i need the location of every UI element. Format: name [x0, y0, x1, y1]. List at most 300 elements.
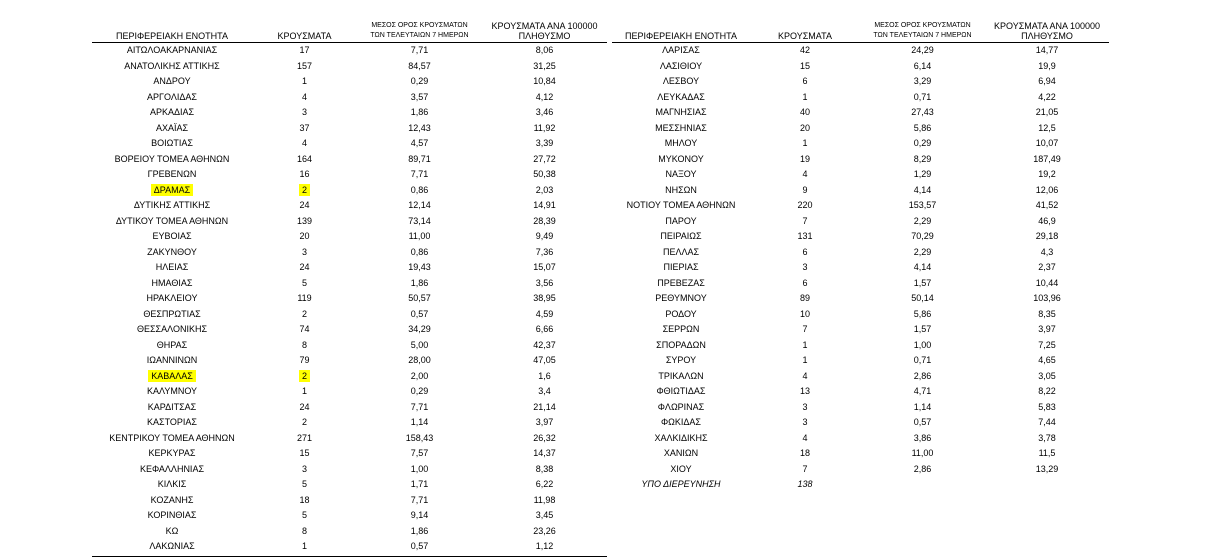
cell-region-text: ΦΛΩΡΙΝΑΣ — [657, 401, 705, 412]
cell-cases-text: 24 — [299, 262, 310, 272]
cell-cases-text: 40 — [799, 107, 810, 117]
table-row — [612, 400, 1109, 416]
cell-avg7-text: 2,29 — [913, 215, 932, 226]
table-row — [612, 431, 1109, 447]
cell-region — [92, 493, 252, 509]
table-row — [612, 384, 1109, 400]
cell-avg7-text: 0,29 — [410, 76, 429, 86]
cell-cases — [252, 198, 357, 214]
cell-avg7 — [357, 477, 482, 493]
cell-avg7-text: 7,57 — [410, 448, 429, 458]
cell-region — [92, 260, 252, 276]
table-row — [92, 59, 607, 75]
cell-region-text: ΛΑΡΙΣΑΣ — [662, 45, 700, 55]
cell-region-text: ΑΙΤΩΛΟΑΚΑΡΝΑΝΙΑΣ — [126, 45, 218, 55]
cell-avg7-text: 4,71 — [913, 386, 932, 396]
cell-cases — [750, 415, 860, 431]
cell-avg7-text: 3,57 — [410, 91, 429, 102]
cell-per100k — [482, 43, 607, 59]
cell-per100k-text: 38,95 — [533, 293, 556, 303]
cell-cases — [252, 369, 357, 385]
cell-cases — [750, 322, 860, 338]
cell-per100k-text: 3,39 — [535, 138, 554, 148]
cell-per100k-text: 10,44 — [1035, 277, 1059, 288]
cell-avg7 — [860, 136, 985, 152]
cell-cases-text: 8 — [301, 525, 307, 536]
cell-avg7 — [357, 415, 482, 431]
cell-per100k — [482, 136, 607, 152]
cell-region-text: ΡΟΔΟΥ — [665, 308, 697, 319]
table-row — [92, 431, 607, 447]
cell-per100k — [482, 276, 607, 292]
cell-avg7 — [357, 291, 482, 307]
cell-cases — [750, 462, 860, 478]
cell-cases-text: 79 — [299, 355, 310, 365]
cell-region — [612, 214, 750, 230]
cell-per100k-text: 1,12 — [535, 541, 554, 551]
cell-region-text: ΜΑΓΝΗΣΙΑΣ — [655, 107, 707, 117]
table-row — [612, 198, 1109, 214]
cell-cases — [750, 477, 860, 493]
cell-cases-text: 5 — [301, 479, 307, 489]
cell-per100k — [482, 508, 607, 524]
cell-cases-text: 6 — [802, 76, 808, 86]
cell-region — [92, 353, 252, 369]
cell-cases — [252, 384, 357, 400]
cell-avg7 — [860, 477, 985, 493]
cell-per100k-text: 3,05 — [1038, 370, 1056, 381]
cell-avg7 — [860, 198, 985, 214]
cell-cases-text: 271 — [296, 432, 313, 443]
cell-per100k-text: 11,92 — [533, 122, 556, 133]
cell-avg7-text: 27,43 — [911, 107, 934, 117]
cell-cases — [252, 415, 357, 431]
cases-table-right — [612, 16, 1109, 493]
cell-per100k-text: 3,45 — [535, 510, 554, 520]
cell-cases-text: 5 — [301, 277, 307, 288]
cell-region-text: ΑΝΔΡΟΥ — [153, 76, 191, 86]
cell-region-text: ΗΜΑΘΙΑΣ — [151, 277, 193, 288]
cell-cases-text: 3 — [301, 463, 307, 474]
cell-region-text: ΠΑΡΟΥ — [665, 215, 697, 226]
table-row — [612, 167, 1109, 183]
cell-region-text: ΣΥΡΟΥ — [665, 355, 697, 365]
cell-per100k — [985, 291, 1109, 307]
table-row — [612, 183, 1109, 199]
cell-cases — [252, 431, 357, 447]
table-row — [92, 400, 607, 416]
cell-per100k — [482, 477, 607, 493]
cell-region — [92, 539, 252, 555]
cell-region — [92, 524, 252, 540]
cell-cases — [750, 400, 860, 416]
cell-avg7 — [357, 384, 482, 400]
cell-avg7 — [357, 136, 482, 152]
cell-region — [92, 415, 252, 431]
cell-region-text: ΠΡΕΒΕΖΑΣ — [657, 277, 705, 288]
cell-region — [612, 338, 750, 354]
cell-per100k-text: 19,9 — [1038, 60, 1056, 71]
cell-per100k — [482, 121, 607, 137]
cell-region — [612, 384, 750, 400]
cell-per100k-text: 21,14 — [533, 401, 556, 412]
cell-avg7 — [860, 43, 985, 59]
cell-region — [612, 167, 750, 183]
cell-avg7-text: 3,86 — [913, 432, 932, 443]
cell-cases-text: 10 — [799, 308, 810, 319]
cell-avg7-text: 1,00 — [410, 463, 429, 474]
table-row — [92, 493, 607, 509]
cell-avg7-text: 1,14 — [410, 417, 429, 427]
cell-per100k-text: 29,18 — [1035, 231, 1059, 241]
cell-region — [612, 105, 750, 121]
cell-avg7-text: 1,00 — [913, 339, 932, 350]
cell-per100k — [482, 90, 607, 106]
header-per100k: ΚΡΟΥΣΜΑΤΑ ΑΝΑ 100000 ΠΛΗΘΥΣΜΟ — [482, 16, 607, 43]
cell-region — [612, 400, 750, 416]
cell-avg7-text: 7,71 — [410, 169, 429, 179]
cell-region — [612, 229, 750, 245]
cell-cases — [750, 183, 860, 199]
cell-cases-text: 42 — [799, 45, 810, 55]
cell-per100k — [985, 415, 1109, 431]
cell-avg7 — [860, 415, 985, 431]
cell-avg7-text: 84,57 — [408, 60, 431, 71]
cell-region — [612, 369, 750, 385]
cell-region-text: ΛΕΥΚΑΔΑΣ — [657, 91, 705, 102]
cell-cases — [252, 214, 357, 230]
cell-cases-text: 2 — [299, 370, 310, 382]
cell-cases-text: 20 — [299, 231, 310, 241]
cell-cases-text: 2 — [301, 308, 307, 319]
cell-avg7-text: 1,86 — [410, 525, 429, 536]
cell-cases — [252, 260, 357, 276]
cell-per100k — [482, 322, 607, 338]
cell-region-text: ΠΕΙΡΑΙΩΣ — [660, 231, 702, 241]
cell-avg7 — [357, 59, 482, 75]
cell-region-text: ΚΙΛΚΙΣ — [157, 479, 187, 489]
cell-avg7 — [357, 152, 482, 168]
cell-cases-text: 8 — [301, 339, 307, 350]
cell-region — [92, 245, 252, 261]
cell-region-text: ΧΑΛΚΙΔΙΚΗΣ — [654, 432, 708, 443]
cell-avg7 — [357, 307, 482, 323]
cell-avg7-text: 50,57 — [408, 293, 431, 303]
cell-per100k-text: 10,84 — [533, 76, 556, 86]
cell-avg7-text: 7,71 — [410, 494, 429, 505]
table-row — [612, 276, 1109, 292]
cell-per100k-text: 47,05 — [533, 355, 556, 365]
cell-per100k — [985, 384, 1109, 400]
cell-per100k — [482, 214, 607, 230]
cell-cases — [750, 307, 860, 323]
cell-per100k — [985, 400, 1109, 416]
cell-cases-text: 220 — [797, 200, 813, 210]
cell-avg7-text: 0,86 — [410, 184, 429, 195]
cell-avg7 — [860, 59, 985, 75]
cell-cases — [252, 322, 357, 338]
cell-region — [92, 369, 252, 385]
cell-cases — [750, 105, 860, 121]
header-cases: ΚΡΟΥΣΜΑΤΑ — [750, 16, 860, 43]
cell-region-text: ΕΥΒΟΙΑΣ — [152, 231, 192, 241]
cell-per100k — [482, 353, 607, 369]
cell-avg7 — [357, 524, 482, 540]
table-row — [92, 229, 607, 245]
cell-cases — [252, 291, 357, 307]
cell-cases-text: 15 — [799, 60, 810, 71]
cell-per100k-text: 4,22 — [1038, 91, 1056, 102]
cell-per100k-text: 8,38 — [535, 463, 554, 474]
cell-avg7-text: 5,00 — [410, 339, 429, 350]
cell-avg7 — [357, 353, 482, 369]
cell-region — [612, 477, 750, 493]
cell-per100k-text: 2,37 — [1038, 262, 1056, 272]
cell-per100k — [482, 59, 607, 75]
cell-per100k-text: 4,59 — [535, 308, 554, 319]
cell-region — [92, 167, 252, 183]
cell-cases — [750, 90, 860, 106]
cell-avg7 — [357, 462, 482, 478]
cell-region-text: ΚΑΛΥΜΝΟΥ — [146, 386, 198, 396]
cell-per100k — [985, 245, 1109, 261]
header-per100k: ΚΡΟΥΣΜΑΤΑ ΑΝΑ 100000 ΠΛΗΘΥΣΜΟ — [985, 16, 1109, 43]
cell-avg7 — [357, 276, 482, 292]
cell-per100k — [482, 369, 607, 385]
cell-region — [92, 477, 252, 493]
cell-per100k-text: 7,44 — [1038, 417, 1056, 427]
table-row — [92, 152, 607, 168]
cell-cases-text: 24 — [299, 401, 310, 412]
cell-avg7 — [357, 121, 482, 137]
table-row — [612, 59, 1109, 75]
cell-cases-text: 3 — [802, 417, 808, 427]
cell-per100k-text: 8,06 — [535, 45, 554, 55]
cell-cases-text: 7 — [802, 215, 808, 226]
cell-cases — [252, 462, 357, 478]
table-row — [92, 43, 607, 59]
cell-avg7-text: 158,43 — [405, 432, 434, 443]
cell-per100k-text: 7,36 — [535, 246, 554, 257]
cell-cases-text: 4 — [802, 370, 808, 381]
cell-avg7 — [357, 539, 482, 555]
cell-cases — [252, 229, 357, 245]
cell-cases — [252, 477, 357, 493]
cell-cases-text: 1 — [802, 355, 808, 365]
cell-avg7-text: 50,14 — [911, 293, 934, 303]
cell-avg7 — [357, 338, 482, 354]
cell-region-text: ΡΕΘΥΜΝΟΥ — [655, 293, 707, 303]
table-row — [92, 322, 607, 338]
table-row — [92, 369, 607, 385]
cell-cases-text: 1 — [802, 138, 808, 148]
cell-region-text: ΑΡΚΑΔΙΑΣ — [149, 107, 195, 117]
cell-per100k — [482, 167, 607, 183]
cell-per100k-text: 3,56 — [535, 277, 554, 288]
cell-avg7 — [860, 90, 985, 106]
cell-cases — [252, 74, 357, 90]
cell-region-text: ΚΑΒΑΛΑΣ — [148, 370, 196, 382]
cell-per100k — [482, 539, 607, 555]
cell-per100k-text: 187,49 — [1033, 153, 1061, 164]
cell-avg7 — [860, 338, 985, 354]
cell-region-text: ΗΡΑΚΛΕΙΟΥ — [146, 293, 198, 303]
cell-region — [92, 338, 252, 354]
cell-avg7-text: 11,00 — [911, 448, 934, 458]
cell-cases — [750, 59, 860, 75]
cell-per100k-text: 31,25 — [533, 60, 556, 71]
cell-per100k — [482, 152, 607, 168]
table-row — [92, 415, 607, 431]
cell-per100k-text: 9,49 — [535, 231, 554, 241]
cell-avg7 — [860, 260, 985, 276]
cell-per100k-text: 14,91 — [533, 200, 556, 210]
cell-region — [92, 152, 252, 168]
cell-per100k-text: 14,37 — [533, 448, 556, 458]
cell-cases-text: 13 — [799, 386, 810, 396]
cell-avg7 — [860, 431, 985, 447]
cell-per100k — [482, 415, 607, 431]
cell-avg7 — [357, 508, 482, 524]
table-row — [92, 539, 607, 555]
cell-cases-text: 9 — [802, 184, 808, 195]
cell-region-text: ΚΑΣΤΟΡΙΑΣ — [147, 417, 197, 427]
cell-cases-text: 3 — [301, 246, 307, 257]
cell-per100k — [482, 400, 607, 416]
cell-cases-text: 15 — [299, 448, 310, 458]
cell-avg7 — [357, 446, 482, 462]
cell-avg7-text: 19,43 — [408, 262, 431, 272]
cell-avg7 — [357, 322, 482, 338]
cell-region — [612, 152, 750, 168]
cell-avg7-text: 1,57 — [913, 277, 932, 288]
cell-cases-text: 7 — [802, 324, 808, 334]
cell-region-text: ΚΑΡΔΙΤΣΑΣ — [147, 401, 197, 412]
table-row — [92, 508, 607, 524]
cell-cases — [252, 183, 357, 199]
cell-cases — [750, 152, 860, 168]
cell-per100k — [482, 229, 607, 245]
cell-region — [92, 198, 252, 214]
cell-region-text: ΔΥΤΙΚΗΣ ΑΤΤΙΚΗΣ — [133, 200, 211, 210]
cell-region-text: ΘΕΣΣΑΛΟΝΙΚΗΣ — [136, 324, 208, 334]
cell-per100k-text: 27,72 — [533, 153, 556, 164]
cell-cases-text: 18 — [799, 448, 810, 458]
header-cases: ΚΡΟΥΣΜΑΤΑ — [252, 16, 357, 43]
cell-cases — [750, 245, 860, 261]
cell-region — [92, 322, 252, 338]
cell-per100k — [482, 105, 607, 121]
left-table-body — [92, 43, 607, 555]
cell-cases — [252, 276, 357, 292]
cell-cases-text: 3 — [301, 107, 307, 117]
cell-region-text: ΘΗΡΑΣ — [156, 339, 188, 350]
cell-region — [92, 121, 252, 137]
cell-per100k — [985, 462, 1109, 478]
table-row — [612, 152, 1109, 168]
cell-cases — [750, 121, 860, 137]
cell-avg7 — [357, 431, 482, 447]
cell-per100k — [985, 214, 1109, 230]
header-avg7: ΜΕΣΟΣ ΟΡΟΣ ΚΡΟΥΣΜΑΤΩΝ ΤΩΝ ΤΕΛΕΥΤΑΙΩΝ 7 ΗΜΕΡΩΝ — [357, 16, 482, 43]
cell-per100k-text: 41,52 — [1035, 200, 1059, 210]
cell-per100k — [482, 524, 607, 540]
cell-region — [92, 183, 252, 199]
cell-per100k-text: 12,06 — [1035, 184, 1059, 195]
cell-cases — [252, 90, 357, 106]
cell-cases-text: 119 — [297, 293, 312, 303]
cell-cases — [252, 400, 357, 416]
cell-cases — [252, 307, 357, 323]
cell-region-text: ΜΗΛΟΥ — [664, 138, 698, 148]
cell-avg7-text: 89,71 — [408, 153, 431, 164]
cell-per100k — [985, 322, 1109, 338]
cell-avg7 — [860, 229, 985, 245]
cell-avg7-text: 28,00 — [408, 355, 431, 365]
cell-per100k-text: 8,22 — [1038, 386, 1056, 396]
cell-avg7 — [357, 43, 482, 59]
cell-avg7-text: 0,57 — [410, 541, 429, 551]
cell-per100k — [985, 152, 1109, 168]
header-row — [92, 16, 607, 43]
table-row — [92, 105, 607, 121]
cell-cases-text: 139 — [296, 215, 313, 226]
cell-cases-text: 7 — [802, 463, 808, 474]
cell-per100k-text: 11,98 — [533, 494, 556, 505]
cell-cases — [750, 198, 860, 214]
cell-avg7 — [860, 245, 985, 261]
cell-region-text: ΒΟΙΩΤΙΑΣ — [151, 138, 193, 148]
cell-cases-text: 17 — [299, 45, 310, 55]
cell-region-text: ΔΥΤΙΚΟΥ ΤΟΜΕΑ ΑΘΗΝΩΝ — [115, 215, 229, 226]
table-row — [92, 260, 607, 276]
table-row — [612, 43, 1109, 59]
cell-region-text: ΔΡΑΜΑΣ — [151, 184, 193, 196]
cell-cases-text: 19 — [799, 153, 810, 164]
cell-region-text: ΛΑΚΩΝΙΑΣ — [149, 541, 195, 551]
table-row — [612, 353, 1109, 369]
cell-per100k-text: 23,26 — [533, 525, 556, 536]
cell-per100k-text: 42,37 — [533, 339, 556, 350]
table-row — [612, 462, 1109, 478]
cell-per100k-text: 3,4 — [538, 386, 551, 396]
table-row — [92, 90, 607, 106]
cell-per100k — [985, 136, 1109, 152]
cell-per100k — [482, 431, 607, 447]
cell-region-text: ΚΕΡΚΥΡΑΣ — [148, 448, 196, 458]
cell-per100k — [482, 338, 607, 354]
cell-avg7 — [357, 183, 482, 199]
cell-avg7 — [357, 245, 482, 261]
cell-region — [92, 74, 252, 90]
cell-per100k-text: 10,07 — [1035, 138, 1059, 148]
cell-avg7 — [357, 198, 482, 214]
cell-cases-text: 1 — [802, 339, 808, 350]
cell-cases — [750, 167, 860, 183]
cell-cases — [750, 214, 860, 230]
cell-per100k-text: 7,25 — [1038, 339, 1056, 350]
cell-region-text: ΛΑΣΙΘΙΟΥ — [659, 60, 703, 71]
cell-region — [612, 121, 750, 137]
cell-region — [92, 400, 252, 416]
table-row — [612, 369, 1109, 385]
cell-avg7 — [860, 462, 985, 478]
table-row — [612, 291, 1109, 307]
cell-avg7 — [357, 369, 482, 385]
cell-cases — [252, 493, 357, 509]
table-row — [612, 307, 1109, 323]
cell-cases-text: 6 — [802, 246, 808, 257]
